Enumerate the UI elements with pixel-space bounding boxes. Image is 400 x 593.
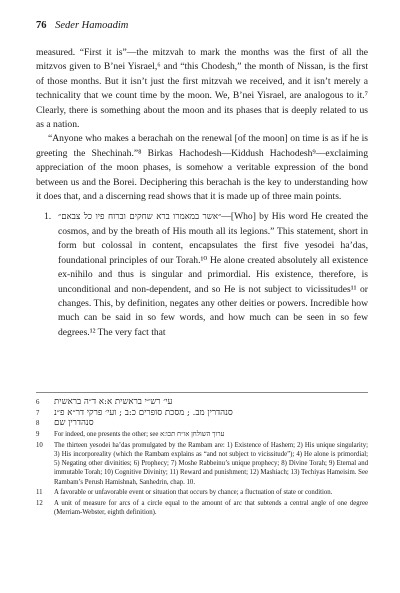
footnote-7	[36, 409, 368, 418]
list-item-1	[36, 210, 368, 340]
running-title: Seder Hamoadim	[55, 20, 129, 31]
footnote-text: עי׳ רש״י בראשית א:א ד״ה בראשית	[54, 397, 173, 407]
footnote-number: 11	[36, 489, 43, 497]
footnote-10	[36, 441, 368, 487]
hebrew-quote: ״אשר במאמרו ברא שחקים וברוח פיו כל צבאם״	[58, 212, 222, 223]
footnote-text: A favorable or unfavorable event or situation that occurs by chance; a fluctuation of state or condition.	[54, 489, 333, 497]
footnote-6	[36, 398, 368, 407]
footnote-text: סנהדרין מב. ; מסכת סופרים כ:ב ; ועי׳ פרקי דר״א פ״נ	[54, 407, 233, 418]
footnote-number: 12	[36, 500, 43, 508]
footnotes	[36, 392, 368, 519]
footnote-text: סנהדרין שם	[54, 418, 94, 429]
main-text	[36, 46, 368, 340]
footnote-number: 8	[36, 420, 40, 428]
footnote-text: For indeed, one presents the other; see ערוך השולחן או״ח תכו:א	[54, 431, 225, 439]
footnote-number: 6	[36, 399, 40, 406]
footnote-number: 10	[36, 441, 43, 449]
footnote-number: 9	[36, 431, 40, 439]
paragraph-1: measured. “First it is”—the mitzvah to mark the months was the first of all the mitzvos given to B’nei Yisrael,⁶ and “this Chodesh,” the month of Nissan, is the first of those months. But it isn’t just the first mitzvah we received, and it isn’t merely a technicality that we count time by the moon. We, B’nei Yisrael, are analogous to it.⁷ Clearly, there is something about the moon and its phases that is deeply related to us as a nation.	[36, 47, 368, 131]
footnote-8	[36, 419, 368, 428]
page-number: 76	[36, 20, 47, 31]
footnote-text: The thirteen yesodei ha’das promulgated by the Rambam are: 1) Existence of Hashem; 2) His unique singularity; 3) His incorporeality (which the Rambam explains as “and not subject to vicissitude”); 4) He alone is primordial; 5) Negating other divinities; 6) Prophecy; 7) Moshe Rabbeinu’s unique prophecy; 8) Divine Torah; 9) Eternal and immutable Torah; 10) Cognitive Divinity; 11) Reward and punishment; 12) Mashiach; 13) Techiyas Hameisim. See Rambam’s Perush Hamishnah, Sanhedrin, chap. 10.	[54, 441, 368, 486]
footnote-text: A unit of measure for arcs of a circle equal to the amount of arc that subtends a central angle of one degree (Merriam-Webster, eighth definition).	[54, 500, 368, 517]
footnote-12	[36, 499, 368, 517]
page-header	[36, 20, 128, 31]
paragraph-2: “Anyone who makes a berachah on the renewal [of the moon] on time is as if he is greeting the Shechinah.”⁸ Birkas Hachodesh—Kiddush Hachodesh⁹—exclaiming appreciation of the moon phases, is somehow a veritable expression of the bond between us and the Borei. Deciphering this berachah is the key to understanding how it does that, and a discerning read shows that it is made up of three main points.	[36, 133, 368, 203]
footnote-number: 7	[36, 409, 40, 417]
list-item-text: —[Who] by His word He created the cosmos, and by the breath of His mouth all its legions.” This statement, short in form but colossal in content, encapsulates the first five yesodei ha’das, foundational principles of our Torah.¹⁰ He alone created absolutely all existence ex-nihilo and thus is singular and primordial. His existence, therefore, is unconditional and non-dependent, and so He is not subject to vicissitudes¹¹ or changes. This, by definition, negates any other deities or powers. Incredible how much can be said in so few words, and how much can be seen in so few degrees.¹² The very fact that	[58, 211, 368, 338]
footnote-11	[36, 488, 368, 497]
footnote-9	[36, 430, 368, 439]
list-marker: 1.	[44, 211, 52, 223]
